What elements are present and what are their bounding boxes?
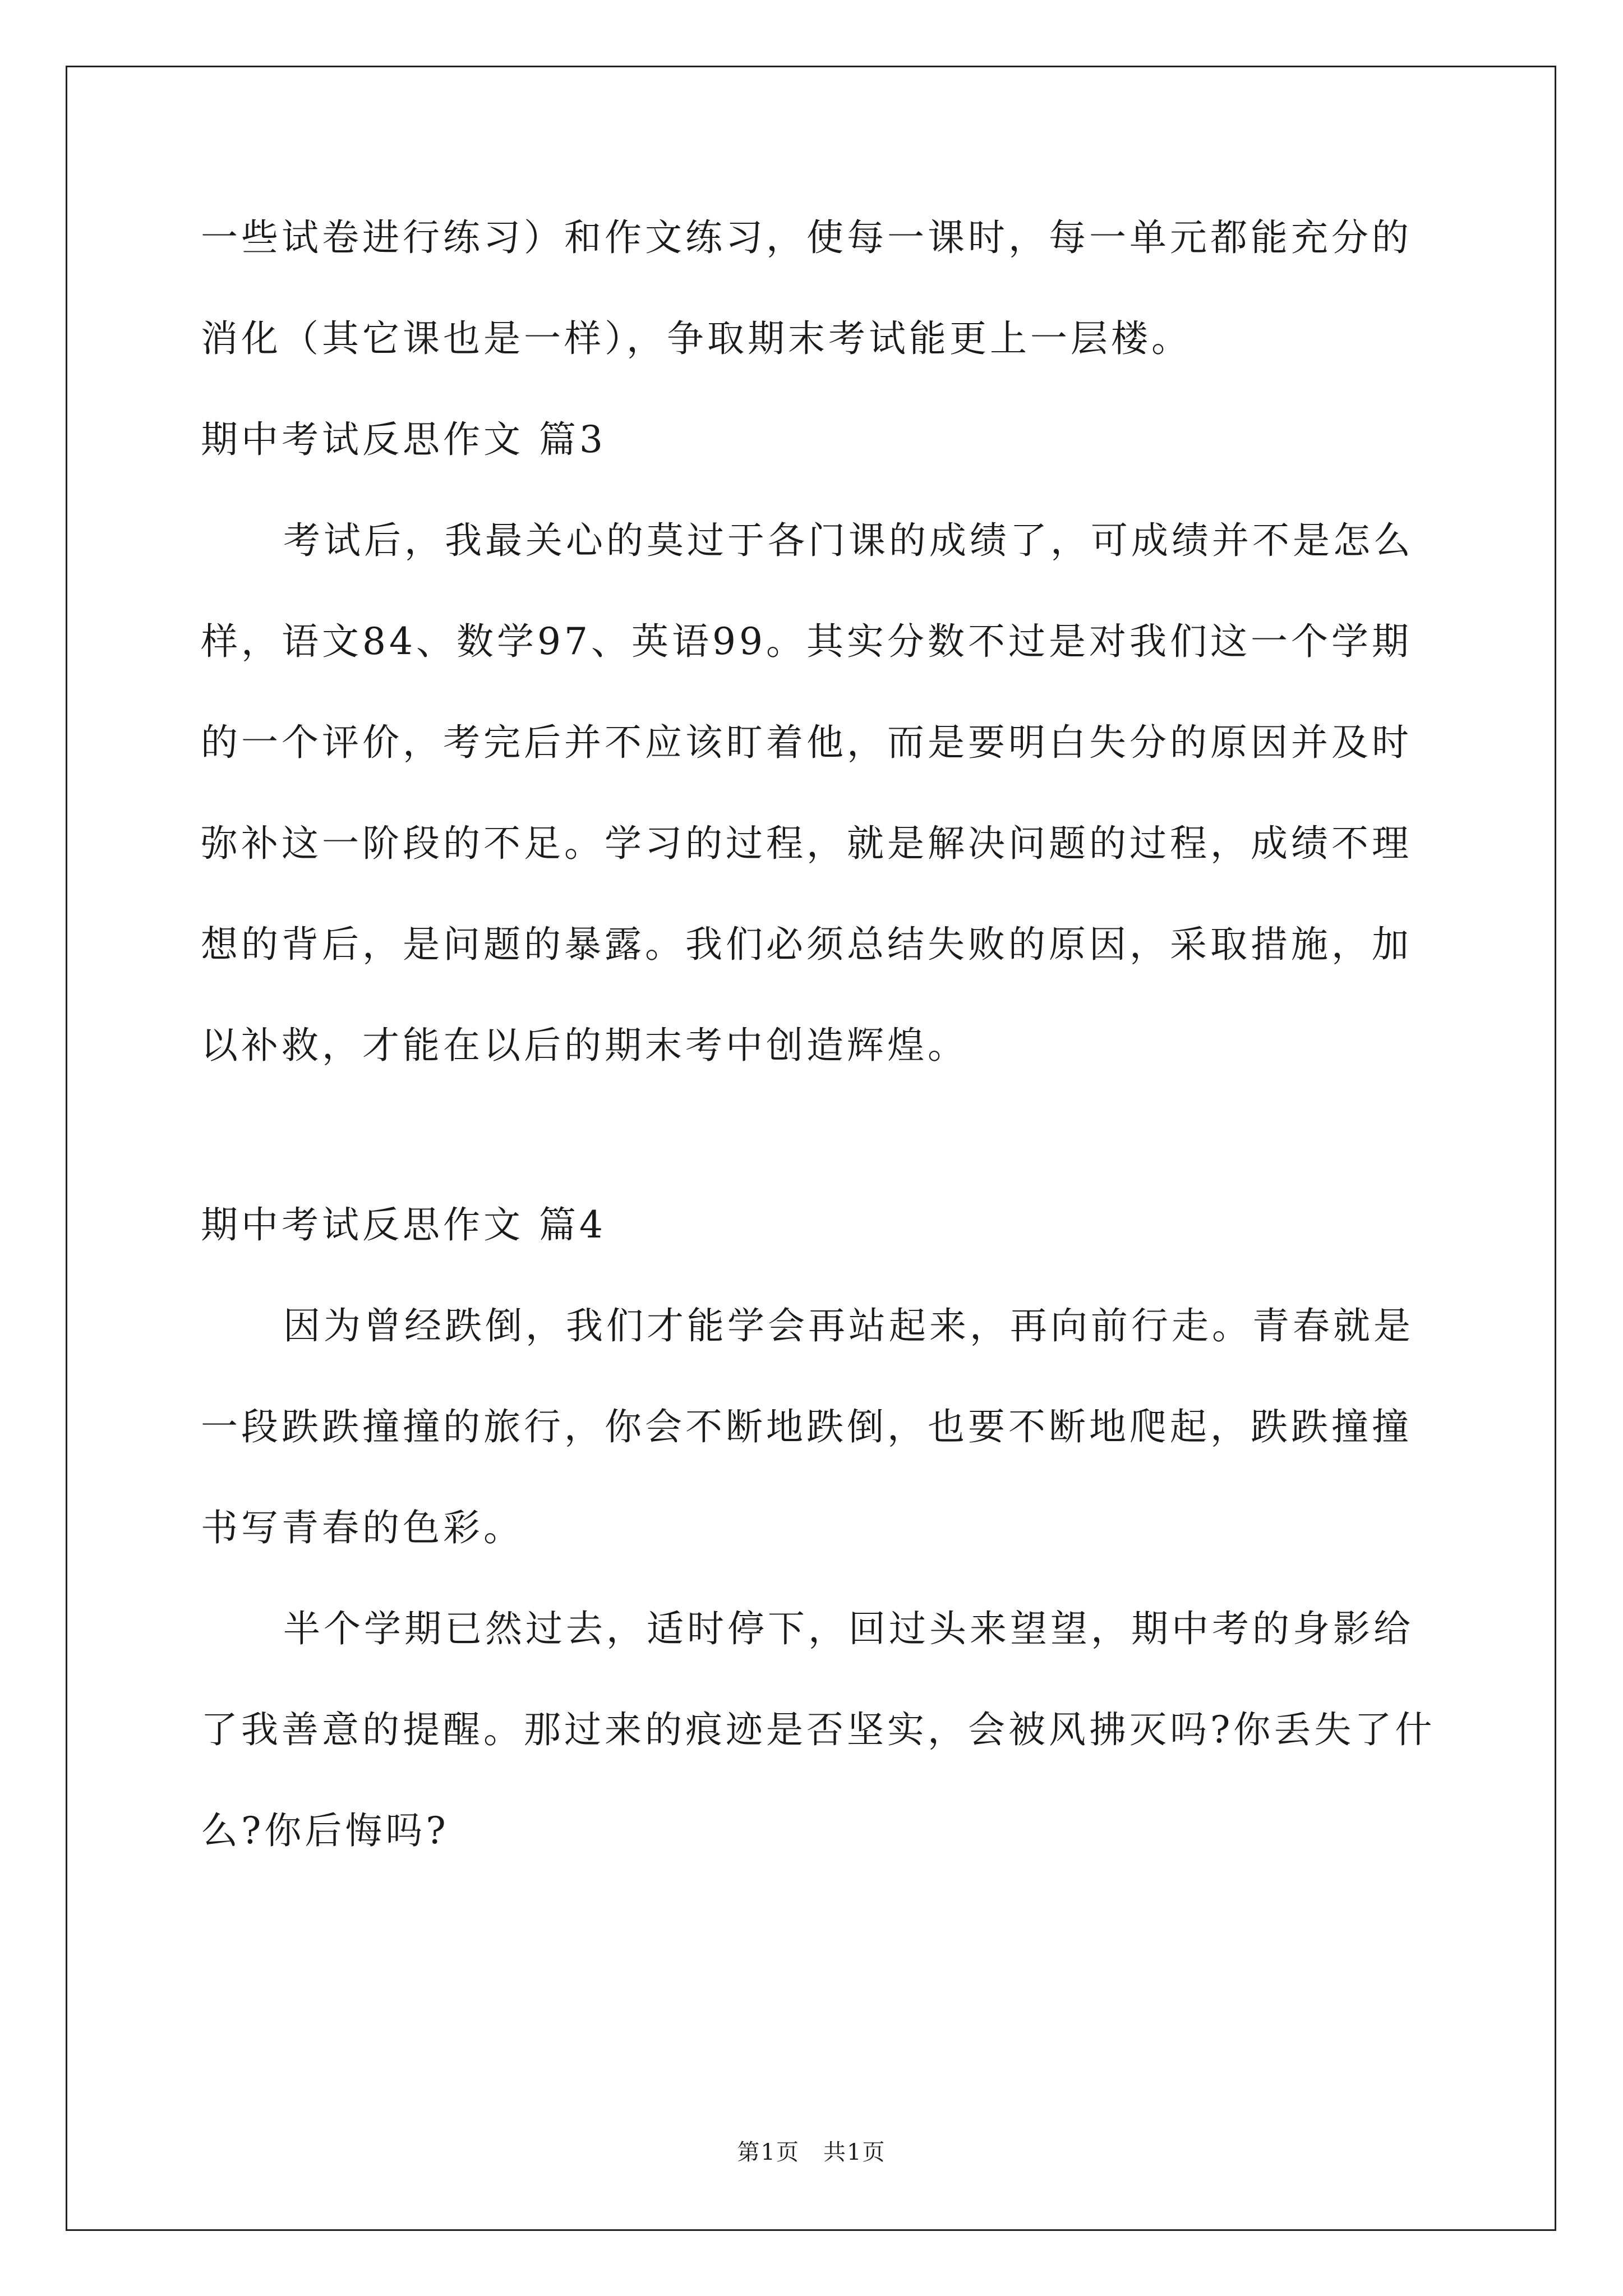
paragraph-line: 一段跌跌撞撞的旅行，你会不断地跌倒，也要不断地爬起，跌跌撞撞 (201, 1405, 1412, 1448)
paragraph-line: 样，语文84、数学97、英语99。其实分数不过是对我们这一个学期 (201, 620, 1412, 663)
section-heading: 期中考试反思作文 篇3 (201, 418, 606, 461)
paragraph-line: 以补救，才能在以后的期末考中创造辉煌。 (201, 1024, 968, 1067)
paragraph-line: 因为曾经跌倒，我们才能学会再站起来，再向前行走。青春就是 (283, 1304, 1414, 1347)
page-border (66, 66, 1556, 2231)
paragraph-line: 一些试卷进行练习）和作文练习，使每一课时，每一单元都能充分的 (201, 216, 1412, 259)
paragraph-line: 半个学期已然过去，适时停下，回过头来望望，期中考的身影给 (283, 1607, 1414, 1650)
paragraph-line: 弥补这一阶段的不足。学习的过程，就是解决问题的过程，成绩不理 (201, 822, 1412, 865)
paragraph-line: 想的背后，是问题的暴露。我们必须总结失败的原因，采取措施，加 (201, 923, 1412, 966)
paragraph-line: 了我善意的提醒。那过来的痕迹是否坚实，会被风拂灭吗?你丢失了什 (201, 1708, 1436, 1751)
paragraph-line: 么?你后悔吗? (201, 1809, 449, 1852)
page-footer: 第1页 共1页 (737, 2139, 886, 2165)
paragraph-line: 考试后，我最关心的莫过于各门课的成绩了，可成绩并不是怎么 (283, 519, 1414, 562)
paragraph-line: 的一个评价，考完后并不应该盯着他，而是要明白失分的原因并及时 (201, 721, 1412, 764)
section-heading: 期中考试反思作文 篇4 (201, 1203, 606, 1246)
paragraph-line: 消化（其它课也是一样），争取期末考试能更上一层楼。 (201, 317, 1192, 360)
paragraph-line: 书写青春的色彩。 (201, 1506, 524, 1549)
